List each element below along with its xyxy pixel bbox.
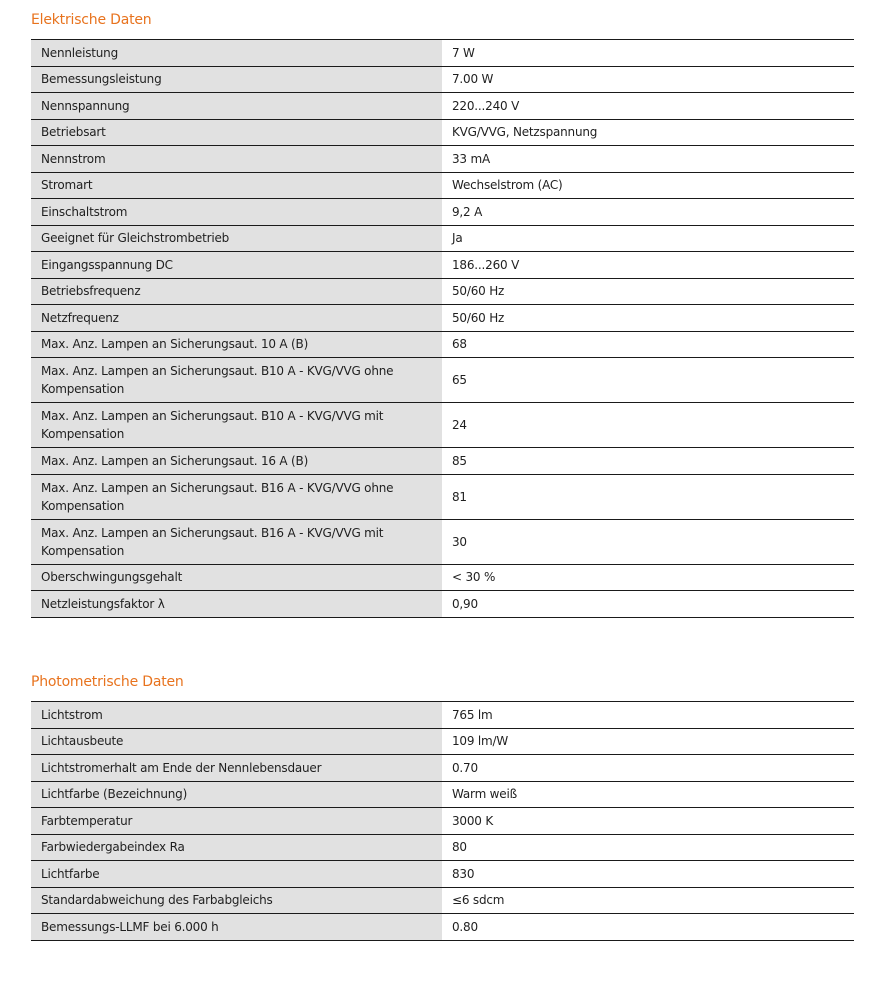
row-label: Eingangsspannung DC <box>31 252 442 279</box>
table-row <box>31 591 854 618</box>
table-row <box>31 448 854 475</box>
row-label: Einschaltstrom <box>31 199 442 226</box>
row-value: 80 <box>442 834 854 861</box>
table-row <box>31 252 854 279</box>
table-row <box>31 519 854 564</box>
row-value: 9,2 A <box>442 199 854 226</box>
row-label: Max. Anz. Lampen an Sicherungsaut. B16 A - KVG/VVG ohne Kompensation <box>31 474 442 519</box>
row-value: 33 mA <box>442 146 854 173</box>
table-row <box>31 66 854 93</box>
table-row <box>31 781 854 808</box>
table-row <box>31 331 854 358</box>
table-row <box>31 887 854 914</box>
row-value: < 30 % <box>442 564 854 591</box>
row-label: Standardabweichung des Farbabgleichs <box>31 887 442 914</box>
row-value: Ja <box>442 225 854 252</box>
table-row <box>31 808 854 835</box>
row-label: Netzleistungsfaktor λ <box>31 591 442 618</box>
table-row <box>31 358 854 403</box>
row-label: Stromart <box>31 172 442 199</box>
table-row <box>31 199 854 226</box>
row-label: Lichtstrom <box>31 702 442 729</box>
row-value: 109 lm/W <box>442 728 854 755</box>
row-label: Nennstrom <box>31 146 442 173</box>
row-label: Lichtfarbe <box>31 861 442 888</box>
row-value: 81 <box>442 474 854 519</box>
row-label: Max. Anz. Lampen an Sicherungsaut. B10 A - KVG/VVG ohne Kompensation <box>31 358 442 403</box>
table-row <box>31 474 854 519</box>
row-label: Bemessungs-LLMF bei 6.000 h <box>31 914 442 941</box>
table-row <box>31 40 854 67</box>
table-row <box>31 564 854 591</box>
row-label: Netzfrequenz <box>31 305 442 332</box>
table-row <box>31 914 854 941</box>
row-label: Farbwiedergabeindex Ra <box>31 834 442 861</box>
row-value: Wechselstrom (AC) <box>442 172 854 199</box>
row-label: Geeignet für Gleichstrombetrieb <box>31 225 442 252</box>
table-row <box>31 305 854 332</box>
table-photometrische-daten <box>31 701 854 941</box>
row-value: 220...240 V <box>442 93 854 120</box>
table-row <box>31 702 854 729</box>
row-value: 68 <box>442 331 854 358</box>
row-label: Lichtstromerhalt am Ende der Nennlebensdauer <box>31 755 442 782</box>
row-value: 50/60 Hz <box>442 305 854 332</box>
table-row <box>31 755 854 782</box>
row-label: Farbtemperatur <box>31 808 442 835</box>
row-value: 830 <box>442 861 854 888</box>
row-label: Betriebsfrequenz <box>31 278 442 305</box>
row-value: 50/60 Hz <box>442 278 854 305</box>
table-elektrische-daten <box>31 39 854 618</box>
row-value: ≤6 sdcm <box>442 887 854 914</box>
row-label: Nennspannung <box>31 93 442 120</box>
table-row <box>31 278 854 305</box>
row-value: 85 <box>442 448 854 475</box>
row-label: Max. Anz. Lampen an Sicherungsaut. B10 A - KVG/VVG mit Kompensation <box>31 403 442 448</box>
table-row <box>31 728 854 755</box>
row-value: KVG/VVG, Netzspannung <box>442 119 854 146</box>
section-title-elektrische-daten: Elektrische Daten <box>31 12 152 28</box>
row-label: Nennleistung <box>31 40 442 67</box>
table-row <box>31 172 854 199</box>
row-label: Max. Anz. Lampen an Sicherungsaut. 10 A (B) <box>31 331 442 358</box>
table-row <box>31 403 854 448</box>
table-row <box>31 119 854 146</box>
row-value: 7.00 W <box>442 66 854 93</box>
row-label: Lichtfarbe (Bezeichnung) <box>31 781 442 808</box>
table-row <box>31 225 854 252</box>
row-value: Warm weiß <box>442 781 854 808</box>
row-value: 186...260 V <box>442 252 854 279</box>
table-row <box>31 834 854 861</box>
table-row <box>31 861 854 888</box>
table-row <box>31 146 854 173</box>
row-label: Bemessungsleistung <box>31 66 442 93</box>
row-value: 0,90 <box>442 591 854 618</box>
row-value: 3000 K <box>442 808 854 835</box>
row-value: 65 <box>442 358 854 403</box>
row-label: Betriebsart <box>31 119 442 146</box>
row-value: 7 W <box>442 40 854 67</box>
row-label: Max. Anz. Lampen an Sicherungsaut. 16 A (B) <box>31 448 442 475</box>
row-value: 0.80 <box>442 914 854 941</box>
table-row <box>31 93 854 120</box>
row-value: 24 <box>442 403 854 448</box>
row-label: Max. Anz. Lampen an Sicherungsaut. B16 A - KVG/VVG mit Kompensation <box>31 519 442 564</box>
row-value: 0.70 <box>442 755 854 782</box>
row-value: 765 lm <box>442 702 854 729</box>
row-label: Lichtausbeute <box>31 728 442 755</box>
row-label: Oberschwingungsgehalt <box>31 564 442 591</box>
section-title-photometrische-daten: Photometrische Daten <box>31 674 184 690</box>
row-value: 30 <box>442 519 854 564</box>
